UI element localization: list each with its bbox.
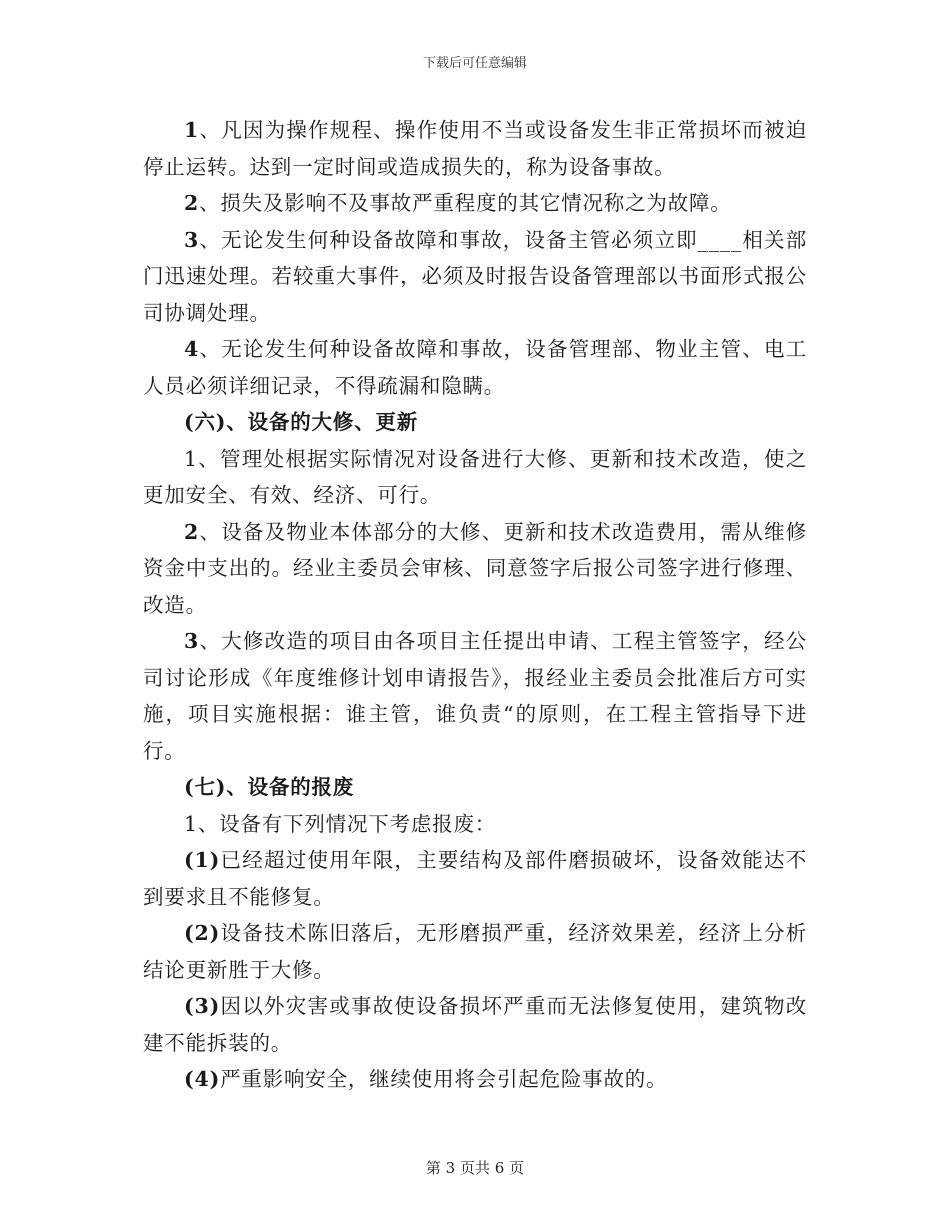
paragraph-7 xyxy=(143,514,807,624)
paragraph-text: 、设备及物业本体部分的大修、更新和技术改造费用，需从维修资金中支出的。经业主委员会审核、同意签字后报公司签字进行修理、改造。 xyxy=(143,519,807,617)
paragraph-8 xyxy=(143,623,807,769)
list-item-number: (3) xyxy=(184,994,221,1018)
list-item-text: 严重影响安全，继续使用将会引起危险事故的。 xyxy=(220,1067,668,1091)
paragraph-text: 1、设备有下列情况下考虑报废： xyxy=(184,811,497,836)
paragraph-number: 2 xyxy=(184,191,200,215)
paragraph-6 xyxy=(143,441,807,514)
list-item-text: 已经超过使用年限，主要结构及部件磨损破坏，设备效能达不到要求且不能修复。 xyxy=(143,848,807,909)
paragraph-3 xyxy=(143,222,807,332)
heading-text: (六)、设备的大修、更新 xyxy=(184,410,418,434)
paragraph-number: 1 xyxy=(184,118,200,142)
paragraph-text: 、无论发生何种设备故障和事故，设备主管必须立即____相关部门迅速处理。若较重大事件，必须及时报告设备管理部以书面形式报公司协调处理。 xyxy=(143,227,807,325)
list-item-2 xyxy=(143,915,807,988)
paragraph-text: 、大修改造的项目由各项目主任提出申请、工程主管签字，经公司讨论形成《年度维修计划申请报告》，报经业主委员会批准后方可实施，项目实施根据：谁主管，谁负责“的原则，在工程主管指导下进行。 xyxy=(143,629,807,763)
paragraph-text: 、损失及影响不及事故严重程度的其它情况称之为故障。 xyxy=(199,191,732,215)
paragraph-number: 3 xyxy=(184,227,200,252)
paragraph-4 xyxy=(143,331,807,404)
paragraph-10 xyxy=(143,806,807,843)
paragraph-text: 1、管理处根据实际情况对设备进行大修、更新和技术改造，使之更加安全、有效、经济、可行。 xyxy=(143,446,807,507)
paragraph-number: 4 xyxy=(184,337,200,361)
paragraph-text: 、凡因为操作规程、操作使用不当或设备发生非正常损坏而被迫停止运转。达到一定时间或造成损失的，称为设备事故。 xyxy=(143,118,807,179)
page-number-footer: 第 3 页共 6 页 xyxy=(425,1159,525,1177)
list-item-number: (4) xyxy=(184,1067,221,1091)
document-body xyxy=(143,112,807,1098)
paragraph-1 xyxy=(143,112,807,185)
paragraph-number: 2 xyxy=(184,519,200,544)
page-header: 下载后可任意编辑 xyxy=(422,56,527,71)
list-item-1 xyxy=(143,842,807,915)
heading-text: (七)、设备的报废 xyxy=(184,775,355,799)
list-item-text: 因以外灾害或事故使设备损坏严重而无法修复使用，建筑物改建不能拆装的。 xyxy=(143,994,807,1055)
section-heading-seven xyxy=(143,769,807,806)
list-item-number: (1) xyxy=(184,848,221,872)
list-item-3 xyxy=(143,988,807,1061)
list-item-4 xyxy=(143,1061,807,1098)
paragraph-2 xyxy=(143,185,807,222)
list-item-text: 设备技术陈旧落后，无形磨损严重，经济效果差，经济上分析结论更新胜于大修。 xyxy=(143,921,807,982)
paragraph-text: 、无论发生何种设备故障和事故，设备管理部、物业主管、电工人员必须详细记录，不得疏漏和隐瞒。 xyxy=(143,337,807,398)
section-heading-six xyxy=(143,404,807,441)
paragraph-number: 3 xyxy=(184,629,200,653)
list-item-number: (2) xyxy=(184,921,221,945)
